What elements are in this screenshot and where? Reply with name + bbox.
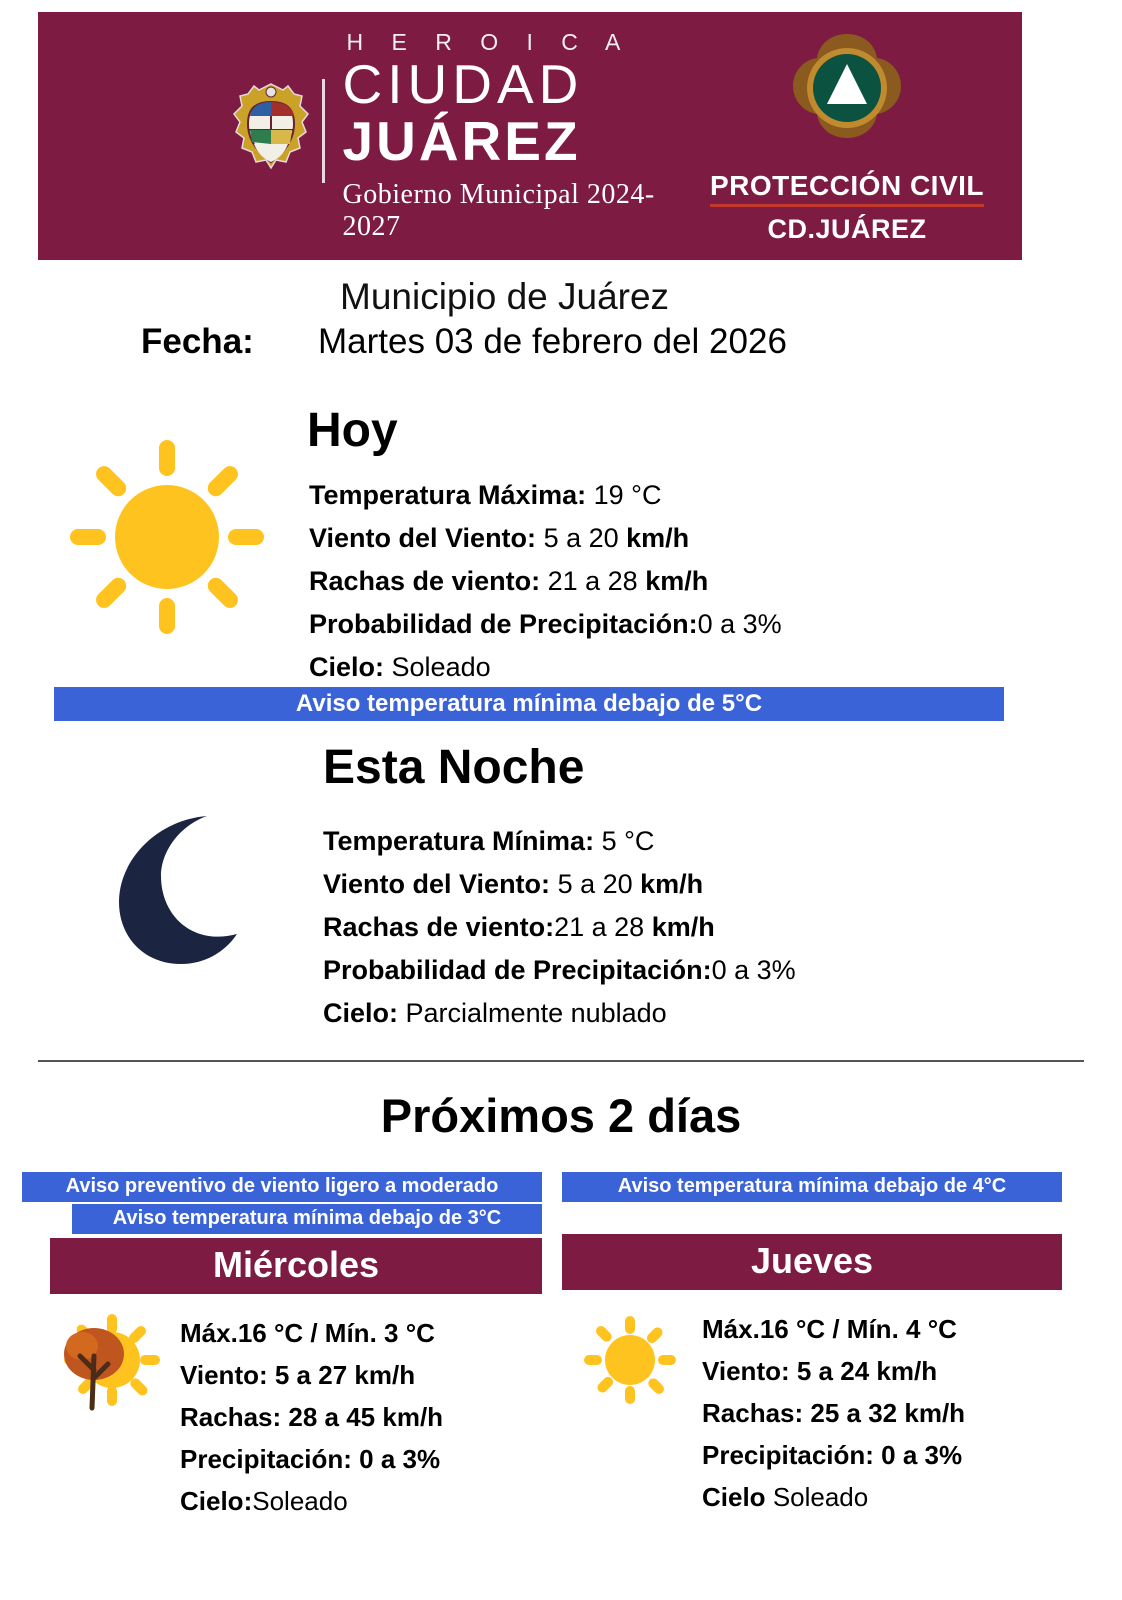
tonight-details bbox=[323, 820, 796, 1035]
forecast-line: Viento: 5 a 27 km/h bbox=[180, 1360, 416, 1390]
forecast-alert: Aviso temperatura mínima debajo de 3°C bbox=[72, 1204, 542, 1234]
forecast-day-name: Jueves bbox=[562, 1234, 1062, 1290]
header-left-group bbox=[38, 29, 692, 242]
today-line: Cielo: Soleado bbox=[309, 652, 491, 682]
today-line: Probabilidad de Precipitación:0 a 3% bbox=[309, 609, 782, 639]
tonight-line: Probabilidad de Precipitación:0 a 3% bbox=[323, 955, 796, 985]
moon-icon bbox=[95, 810, 250, 970]
forecast-line: Rachas: 25 a 32 km/h bbox=[702, 1398, 966, 1428]
forecast-line: Rachas: 28 a 45 km/h bbox=[180, 1402, 444, 1432]
page-header bbox=[38, 12, 1022, 260]
tonight-line: Cielo: Parcialmente nublado bbox=[323, 998, 667, 1028]
forecast-title: Próximos 2 días bbox=[380, 1089, 742, 1142]
tonight-line: Temperatura Mínima: 5 °C bbox=[323, 826, 655, 856]
forecast-line: Máx.16 °C / Mín. 3 °C bbox=[180, 1318, 435, 1348]
forecast-line: Precipitación: 0 a 3% bbox=[180, 1444, 441, 1474]
today-details bbox=[309, 474, 782, 689]
forecast-line: Cielo Soleado bbox=[702, 1482, 869, 1512]
proteccion-civil-block bbox=[692, 28, 1022, 245]
fecha-label: Fecha: bbox=[141, 322, 254, 361]
section-divider bbox=[38, 1060, 1084, 1062]
tonight-title: Esta Noche bbox=[323, 741, 585, 794]
forecast-alert: Aviso preventivo de viento ligero a moderado bbox=[22, 1172, 542, 1202]
proteccion-civil-subtitle: CD.JUÁREZ bbox=[767, 213, 927, 244]
ciudad-label: CIUDAD bbox=[342, 53, 584, 116]
city-coat-of-arms-icon bbox=[228, 80, 314, 192]
sun-icon bbox=[572, 1308, 702, 1418]
today-line: Viento del Viento: 5 a 20 km/h bbox=[309, 523, 690, 553]
gobierno-municipal-label: Gobierno Municipal 2024-2027 bbox=[342, 178, 655, 242]
juarez-label: JUÁREZ bbox=[342, 109, 581, 172]
forecast-alert: Aviso temperatura mínima debajo de 4°C bbox=[562, 1172, 1062, 1202]
forecast-day-name: Miércoles bbox=[50, 1238, 542, 1294]
forecast-line: Máx.16 °C / Mín. 4 °C bbox=[702, 1314, 957, 1344]
windy-tree-sun-icon bbox=[50, 1312, 180, 1422]
main-alert-banner: Aviso temperatura mínima debajo de 5°C bbox=[54, 687, 1004, 721]
forecast-day-wednesday bbox=[22, 1172, 542, 1522]
forecast-day-body bbox=[50, 1312, 542, 1522]
proteccion-civil-logo-icon bbox=[772, 28, 922, 168]
forecast-day-body bbox=[572, 1308, 1062, 1518]
forecast-day-details bbox=[702, 1308, 965, 1518]
forecast-line: Cielo:Soleado bbox=[180, 1486, 348, 1516]
heroica-label: H E R O I C A bbox=[346, 29, 632, 56]
forecast-line: Precipitación: 0 a 3% bbox=[702, 1440, 963, 1470]
tonight-line: Viento del Viento: 5 a 20 km/h bbox=[323, 869, 704, 899]
today-line: Rachas de viento: 21 a 28 km/h bbox=[309, 566, 709, 596]
forecast-line: Viento: 5 a 24 km/h bbox=[702, 1356, 938, 1386]
forecast-day-details bbox=[180, 1312, 443, 1522]
municipio-title: Municipio de Juárez bbox=[340, 276, 670, 317]
forecast-day-thursday bbox=[562, 1172, 1062, 1518]
header-divider bbox=[322, 79, 325, 183]
sun-icon bbox=[62, 432, 272, 642]
today-title: Hoy bbox=[307, 404, 398, 457]
proteccion-civil-title: PROTECCIÓN CIVIL bbox=[710, 170, 984, 207]
fecha-value: Martes 03 de febrero del 2026 bbox=[318, 322, 787, 361]
today-line: Temperatura Máxima: 19 °C bbox=[309, 480, 662, 510]
crest-wrapper bbox=[38, 80, 322, 192]
tonight-line: Rachas de viento:21 a 28 km/h bbox=[323, 912, 715, 942]
city-brand-block bbox=[343, 29, 692, 242]
